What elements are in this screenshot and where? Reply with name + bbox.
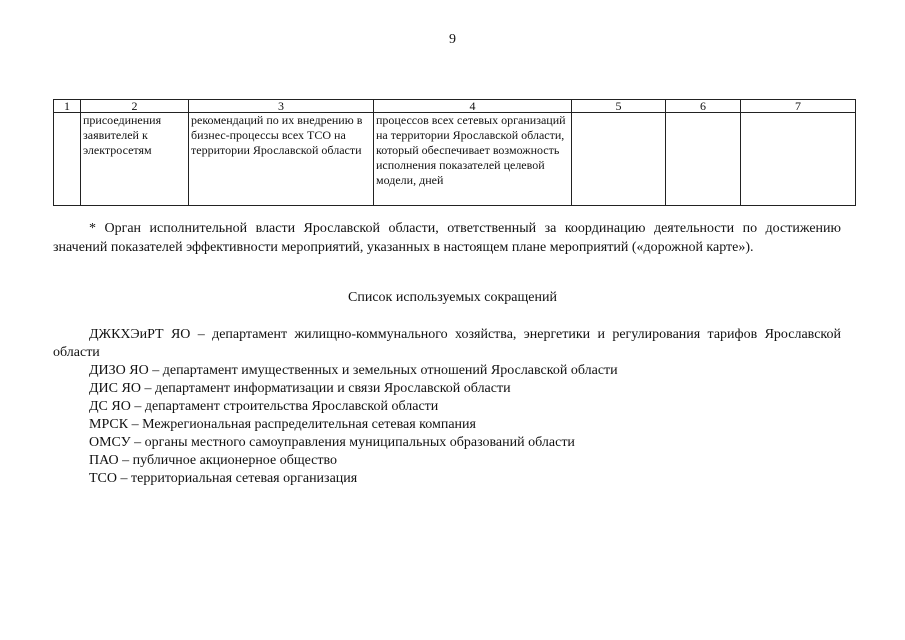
column-number-7: 7 [741, 100, 856, 113]
abbreviation-item: МРСК – Межрегиональная распределительная сетевая компания [89, 417, 476, 432]
table-header-row [54, 100, 856, 113]
column-number-1: 1 [54, 100, 81, 113]
table-cell-col4: процессов всех сетевых организаций на территории Ярославской области, который обеспечивает возможность исполнения показателей целевой модели, дней [374, 113, 572, 206]
column-number-3: 3 [189, 100, 374, 113]
abbreviation-item: ДЖКХЭиРТ ЯО – департамент жилищно-коммунального хозяйства, энергетики и регулирования тарифов Ярославской области [53, 327, 841, 360]
table-cell-col2: присоединения заявителей к электросетям [81, 113, 189, 206]
footnote: * Орган исполнительной власти Ярославской области, ответственный за координацию деятельности по достижению значений показателей эффективности мероприятий, указанных в настоящем плане мероприятий («дорожной карте»). [53, 221, 841, 255]
abbreviation-item: ДИЗО ЯО – департамент имущественных и земельных отношений Ярославской области [89, 363, 618, 378]
abbreviation-item: ТСО – территориальная сетевая организация [89, 471, 358, 486]
table-row [54, 113, 856, 206]
page-number: 9 [449, 32, 456, 47]
column-number-5: 5 [572, 100, 666, 113]
column-number-6: 6 [666, 100, 741, 113]
abbreviations-list [53, 326, 841, 488]
column-number-4: 4 [374, 100, 572, 113]
abbreviations-title: Список используемых сокращений [348, 290, 557, 305]
abbreviation-item: ПАО – публичное акционерное общество [89, 453, 338, 468]
table-cell-col6 [666, 113, 741, 206]
table-cell-col7 [741, 113, 856, 206]
abbreviation-item: ДИС ЯО – департамент информатизации и связи Ярославской области [89, 381, 511, 396]
abbreviation-item: ДС ЯО – департамент строительства Ярославской области [89, 399, 439, 414]
abbreviation-item: ОМСУ – органы местного самоуправления муниципальных образований области [89, 435, 575, 450]
measures-table [53, 99, 856, 206]
table-cell-col5 [572, 113, 666, 206]
column-number-2: 2 [81, 100, 189, 113]
table-cell-col3: рекомендаций по их внедрению в бизнес-процессы всех ТСО на территории Ярославской области [189, 113, 374, 206]
table-cell-col1 [54, 113, 81, 206]
